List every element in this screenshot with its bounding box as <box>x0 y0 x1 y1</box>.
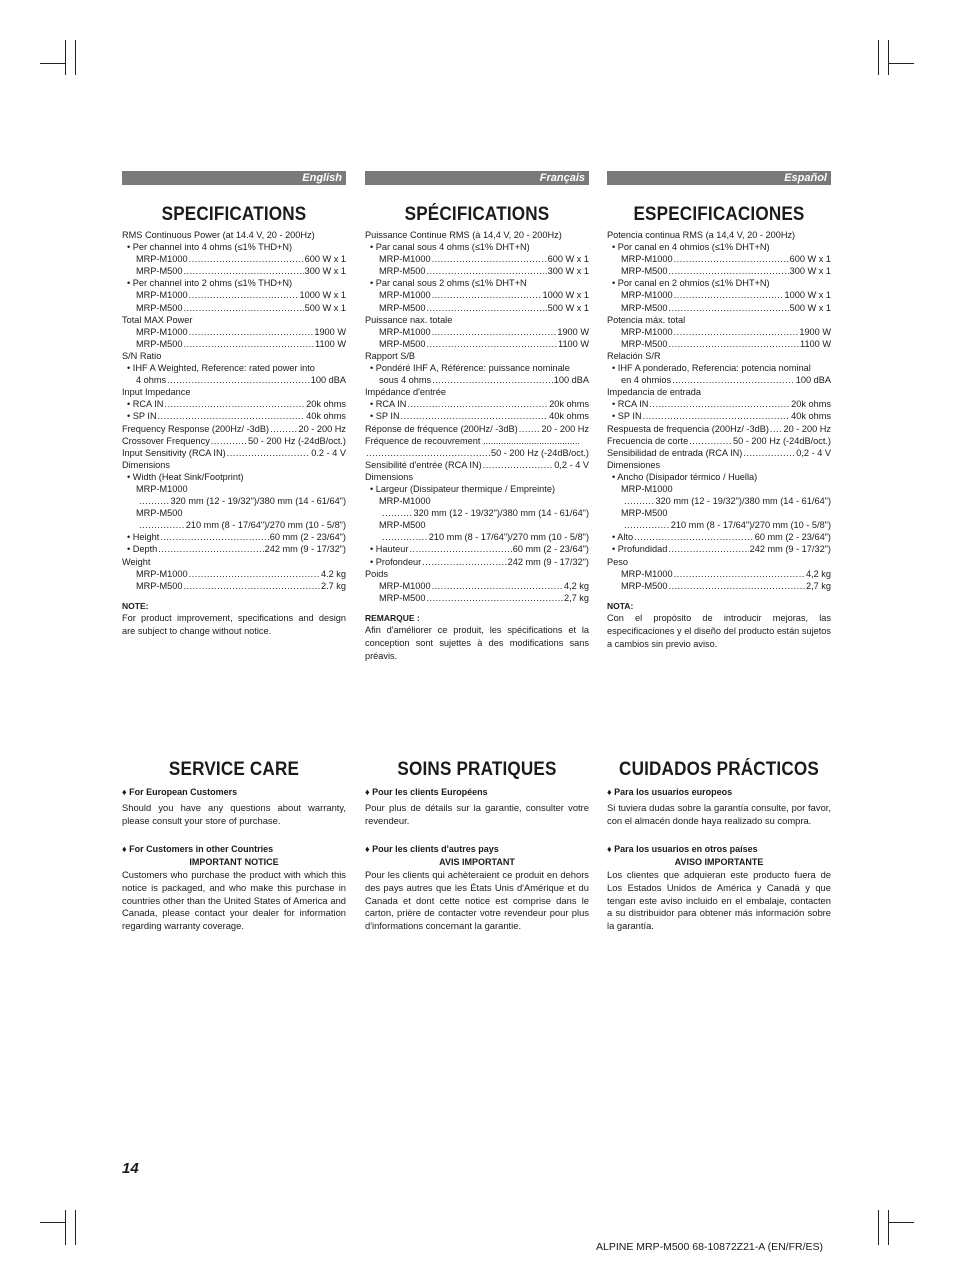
spec-label: MRP-M500 <box>379 266 426 277</box>
spec-label: MRP-M500 <box>136 338 183 349</box>
note-heading: NOTA: <box>607 600 634 611</box>
spec-value: 40k ohms <box>791 411 831 422</box>
leader-dots <box>167 374 310 386</box>
spec-row <box>122 531 346 543</box>
leader-dots <box>770 423 783 435</box>
spec-label: MRP-M500 <box>621 580 668 591</box>
leader-dots <box>432 580 563 592</box>
spec-value: 600 W x 1 <box>789 254 831 265</box>
spec-row <box>607 568 831 580</box>
spec-row <box>122 302 346 314</box>
spec-line: • Por canal en 2 ohmios (≤1% DHT+N) <box>612 278 770 289</box>
leader-dots <box>674 289 784 301</box>
spec-label: MRP-M500 <box>621 266 668 277</box>
spec-label: MRP-M1000 <box>136 290 188 301</box>
spec-label: MRP-M1000 <box>621 254 673 265</box>
spec-label: MRP-M1000 <box>621 568 673 579</box>
leader-dots <box>432 326 557 338</box>
service-text-european: Should you have any questions about warranty, please consult your store of purchase. <box>122 801 346 826</box>
spec-value: 100 dBA <box>553 375 589 386</box>
spec-line: S/N Ratio <box>122 350 162 361</box>
spec-value: 1000 W x 1 <box>784 290 831 301</box>
spec-value: 20 - 200 Hz <box>541 423 589 434</box>
service-text-european: Pour plus de détails sur la garantie, consulter votre revendeur. <box>365 801 589 826</box>
spec-value: 4,2 kg <box>805 568 831 579</box>
note-heading: NOTE: <box>122 600 149 611</box>
spec-label: • RCA IN <box>127 399 164 410</box>
spec-row <box>607 543 831 555</box>
spec-label: Frequency Response (200Hz/ -3dB) <box>122 423 270 434</box>
spec-value: 500 W x 1 <box>789 302 831 313</box>
spec-row <box>607 398 831 410</box>
spec-label: sous 4 ohms <box>379 375 432 386</box>
leader-dots <box>401 410 549 422</box>
spec-value: 600 W x 1 <box>304 254 346 265</box>
leader-dots <box>189 289 299 301</box>
service-care-title: SERVICE CARE <box>168 759 300 780</box>
spec-value: 320 mm (12 - 19/32")/380 mm (14 - 61/64") <box>170 496 346 507</box>
spec-label: • Profundidad <box>612 544 668 555</box>
spec-row <box>607 410 831 422</box>
spec-value: 20k ohms <box>549 399 589 410</box>
leader-dots <box>689 435 732 447</box>
spec-line: • Ancho (Disipador térmico / Huella) <box>612 471 758 482</box>
spec-line: MRP-M500 <box>621 508 668 519</box>
leader-dots <box>382 507 412 519</box>
leader-dots <box>139 495 169 507</box>
spec-line: • Pondéré IHF A, Référence: puissance nominale <box>370 363 570 374</box>
spec-label: MRP-M500 <box>379 302 426 313</box>
leader-dots <box>668 580 805 592</box>
spec-line: • Por canal en 4 ohmios (≤1% DHT+N) <box>612 242 770 253</box>
spec-value: 60 mm (2 - 23/64") <box>512 544 589 555</box>
spec-line: • Width (Heat Sink/Footprint) <box>127 471 244 482</box>
spec-label: Frecuencia de corte <box>607 435 689 446</box>
spec-label: Sensibilité d'entrée (RCA IN) <box>365 459 482 470</box>
spec-label: MRP-M1000 <box>136 254 188 265</box>
spec-value: 320 mm (12 - 19/32")/380 mm (14 - 61/64") <box>655 496 831 507</box>
spec-row <box>122 289 346 301</box>
spec-line: Potencia máx. total <box>607 314 686 325</box>
spec-value: 1100 W <box>558 338 589 349</box>
spec-label: 4 ohms <box>136 375 167 386</box>
spec-value: 20k ohms <box>306 399 346 410</box>
spec-label: Sensibilidad de entrada (RCA IN) <box>607 447 743 458</box>
spec-line: • Largeur (Dissipateur thermique / Empreinte) <box>370 483 556 494</box>
spec-row <box>365 398 589 410</box>
leader-dots <box>426 302 546 314</box>
leader-dots <box>160 531 268 543</box>
spec-value: 20 - 200 Hz <box>298 423 346 434</box>
spec-row <box>607 423 831 435</box>
spec-row <box>122 423 346 435</box>
leader-dots <box>668 302 788 314</box>
service-heading-other: ♦ Pour les clients d'autres pays <box>365 844 499 855</box>
spec-label: en 4 ohmios <box>621 375 672 386</box>
spec-value: 1900 W <box>557 326 589 337</box>
spec-row <box>122 568 346 580</box>
spec-value: 0.2 - 4 V <box>311 447 346 458</box>
spec-label: MRP-M500 <box>621 338 668 349</box>
leader-dots <box>366 447 490 459</box>
spec-line: Poids <box>365 568 388 579</box>
spec-label: • SP IN <box>612 411 642 422</box>
spec-label: MRP-M1000 <box>136 568 188 579</box>
service-heading-other: ♦ Para los usuarios en otros países <box>607 844 758 855</box>
service-heading-european: ♦ Pour les clients Européens <box>365 787 488 797</box>
spec-row <box>607 435 831 447</box>
spec-label: MRP-M500 <box>621 302 668 313</box>
leader-dots <box>409 543 511 555</box>
spec-row <box>607 531 831 543</box>
leader-dots <box>624 519 670 531</box>
spec-line: Dimensions <box>365 471 413 482</box>
spec-label: MRP-M1000 <box>379 290 431 301</box>
spec-row <box>365 265 589 277</box>
specifications-title: ESPECIFICACIONES <box>633 204 805 225</box>
spec-row <box>365 556 589 568</box>
leader-dots <box>672 374 795 386</box>
leader-dots <box>426 592 563 604</box>
leader-dots <box>432 289 542 301</box>
spec-row <box>365 531 589 543</box>
leader-dots <box>189 253 304 265</box>
service-care-title: SOINS PRATIQUES <box>397 759 557 780</box>
leader-dots <box>668 338 799 350</box>
spec-value: 210 mm (8 - 17/64")/270 mm (10 - 5/8") <box>670 520 831 531</box>
service-text-european: Si tuviera dudas sobre la garantía consulte, por favor, con el almacén donde haya realizado su compra. <box>607 801 831 826</box>
important-notice-label: IMPORTANT NOTICE <box>189 857 279 868</box>
leader-dots <box>426 338 557 350</box>
spec-row <box>365 459 589 471</box>
spec-value: 20 - 200 Hz <box>783 423 831 434</box>
spec-value: 20k ohms <box>791 399 831 410</box>
spec-value: 60 mm (2 - 23/64") <box>269 532 346 543</box>
spec-value: 300 W x 1 <box>547 266 589 277</box>
spec-line: MRP-M500 <box>379 520 426 531</box>
language-tab-english: English <box>122 171 346 185</box>
leader-dots <box>270 423 297 435</box>
spec-row <box>122 338 346 350</box>
spec-line: Impédance d'entrée <box>365 387 446 398</box>
spec-line: MRP-M500 <box>136 508 183 519</box>
spec-row <box>607 326 831 338</box>
page-number: 14 <box>122 1160 139 1177</box>
service-heading-european: ♦ For European Customers <box>122 787 238 797</box>
spec-label: MRP-M500 <box>136 266 183 277</box>
spec-value: 1000 W x 1 <box>542 290 589 301</box>
spec-row <box>365 543 589 555</box>
spec-value: 210 mm (8 - 17/64")/270 mm (10 - 5/8") <box>428 532 589 543</box>
leader-dots <box>164 398 305 410</box>
leader-dots <box>183 338 314 350</box>
leader-dots <box>183 580 320 592</box>
spec-row <box>365 338 589 350</box>
spec-value: 0,2 - 4 V <box>554 459 589 470</box>
spec-value: 2.7 kg <box>320 580 346 591</box>
specifications-list <box>365 229 589 662</box>
spec-value: 50 - 200 Hz (-24dB/oct.) <box>490 447 589 458</box>
note-text: Afin d'améliorer ce produit, les spécifications et la conception sont sujettes à des modifications sans préavis. <box>365 625 589 661</box>
spec-label: MRP-M1000 <box>379 580 431 591</box>
spec-value: 4.2 kg <box>320 568 346 579</box>
spec-row <box>607 302 831 314</box>
leader-dots <box>483 459 554 471</box>
spec-line: MRP-M1000 <box>379 496 431 507</box>
spec-value: 210 mm (8 - 17/64")/270 mm (10 - 5/8") <box>185 520 346 531</box>
spec-line: • IHF A Weighted, Reference: rated power into <box>127 363 315 374</box>
spec-label: MRP-M1000 <box>621 326 673 337</box>
spec-row <box>607 265 831 277</box>
spec-row <box>122 519 346 531</box>
spec-line: Fréquence de recouvrement ...................................... <box>365 435 580 446</box>
spec-line: Input Impedance <box>122 387 191 398</box>
leader-dots <box>189 326 314 338</box>
spec-row <box>365 507 589 519</box>
spec-row <box>365 580 589 592</box>
spec-row <box>122 265 346 277</box>
spec-label: • SP IN <box>370 411 400 422</box>
spec-line: RMS Continuous Power (at 14.4 V, 20 - 200Hz) <box>122 230 315 240</box>
spec-line: • Per channel into 4 ohms (≤1% THD+N) <box>127 242 293 253</box>
spec-row <box>122 253 346 265</box>
leader-dots <box>158 543 263 555</box>
spec-row <box>122 398 346 410</box>
spec-label: MRP-M500 <box>379 592 426 603</box>
leader-dots <box>432 253 547 265</box>
spec-line: • IHF A ponderado, Referencia: potencia nominal <box>612 363 811 374</box>
leader-dots <box>674 568 805 580</box>
language-tab-espanol: Español <box>607 171 831 185</box>
spec-value: 50 - 200 Hz (-24dB/oct.) <box>247 435 346 446</box>
spec-value: 500 W x 1 <box>304 302 346 313</box>
leader-dots <box>643 410 791 422</box>
spec-row <box>607 519 831 531</box>
important-notice-label: AVISO IMPORTANTE <box>674 857 764 868</box>
spec-line: Total MAX Power <box>122 314 193 325</box>
spec-value: 600 W x 1 <box>547 254 589 265</box>
spec-line: Dimensiones <box>607 459 661 470</box>
spec-row <box>365 302 589 314</box>
leader-dots <box>183 302 303 314</box>
spec-value: 242 mm (9 - 17/32") <box>507 556 589 567</box>
spec-line: MRP-M1000 <box>621 483 673 494</box>
leader-dots <box>674 253 789 265</box>
spec-label: MRP-M1000 <box>621 290 673 301</box>
spec-row <box>607 495 831 507</box>
spec-label: • SP IN <box>127 411 157 422</box>
leader-dots <box>668 543 748 555</box>
spec-value: 1100 W <box>315 338 346 349</box>
spec-row <box>122 447 346 459</box>
spec-value: 500 W x 1 <box>547 302 589 313</box>
language-tab-francais: Français <box>365 171 589 185</box>
spec-value: 300 W x 1 <box>304 266 346 277</box>
leader-dots <box>519 423 541 435</box>
spec-row <box>122 495 346 507</box>
spec-label: MRP-M500 <box>136 580 183 591</box>
leader-dots <box>426 265 546 277</box>
note-heading: REMARQUE : <box>365 612 420 623</box>
spec-value: 40k ohms <box>549 411 589 422</box>
spec-line: Puissance Continue RMS (à 14,4 V, 20 - 200Hz) <box>365 230 562 240</box>
spec-line: Relación S/R <box>607 350 661 361</box>
leader-dots <box>183 265 303 277</box>
spec-value: 320 mm (12 - 19/32")/380 mm (14 - 61/64") <box>413 508 589 519</box>
spec-label: Crossover Frequency <box>122 435 210 446</box>
service-text-other: Pour les clients qui achèteraient ce produit en dehors des pays autres que les États Unis d'Amérique et du Canada et dont cette notice est comprise dans le carton, prière de contacter votre revendeur pour plus d'informations concernant la garantie. <box>365 868 589 932</box>
spec-value: 1900 W <box>799 326 831 337</box>
leader-dots <box>634 531 754 543</box>
spec-row <box>122 374 346 386</box>
spec-label: Réponse de fréquence (200Hz/ -3dB) <box>365 423 518 434</box>
note-text: For product improvement, specifications and design are subject to change without notice. <box>122 612 346 636</box>
spec-line: Impedancia de entrada <box>607 387 701 398</box>
spec-row <box>607 447 831 459</box>
service-care-section <box>607 786 831 933</box>
spec-value: 100 dBA <box>795 375 831 386</box>
spec-row <box>365 592 589 604</box>
spec-row <box>365 253 589 265</box>
spec-value: 60 mm (2 - 23/64") <box>754 532 831 543</box>
spec-label: MRP-M1000 <box>379 254 431 265</box>
spec-line: MRP-M1000 <box>136 483 188 494</box>
spec-label: • Height <box>127 532 160 543</box>
spec-line: Dimensions <box>122 459 170 470</box>
spec-value: 1000 W x 1 <box>299 290 346 301</box>
spec-line: Puissance nax. totale <box>365 314 453 325</box>
spec-row <box>607 253 831 265</box>
spec-label: MRP-M1000 <box>379 326 431 337</box>
spec-label: • RCA IN <box>612 399 649 410</box>
leader-dots <box>211 435 247 447</box>
spec-value: 242 mm (9 - 17/32") <box>749 544 831 555</box>
leader-dots <box>432 374 553 386</box>
spec-row <box>607 580 831 592</box>
spec-value: 1100 W <box>800 338 831 349</box>
leader-dots <box>227 447 311 459</box>
spec-value: 0,2 - 4 V <box>796 447 831 458</box>
spec-line: • Par canal sous 2 ohms (≤1% DHT+N <box>370 278 527 289</box>
spec-value: 40k ohms <box>306 411 346 422</box>
leader-dots <box>139 519 185 531</box>
specifications-title: SPECIFICATIONS <box>161 204 307 225</box>
service-text-other: Customers who purchase the product with which this notice is packaged, and who make this purchase in countries other than the United States of America and Canada, please contact your dealer for information regarding warranty coverage. <box>122 868 346 932</box>
spec-row <box>365 374 589 386</box>
spec-label: MRP-M500 <box>136 302 183 313</box>
spec-row <box>365 410 589 422</box>
specifications-list <box>607 229 831 650</box>
leader-dots <box>668 265 788 277</box>
spec-row <box>607 289 831 301</box>
spec-label: • Depth <box>127 544 158 555</box>
spec-value: 1900 W <box>314 326 346 337</box>
service-text-other: Los clientes que adquieran este producto fuera de Los Estados Unidos de América y Canadá y que tengan este aviso incluido en el embalaje, contacten a su distribuidor para obtener más información sobre la garantía. <box>607 868 831 932</box>
spec-value: 242 mm (9 - 17/32") <box>264 544 346 555</box>
spec-value: 4,2 kg <box>563 580 589 591</box>
spec-value: 100 dBA <box>310 375 346 386</box>
spec-label: • Profondeur <box>370 556 422 567</box>
spec-line: Potencia continua RMS (a 14,4 V, 20 - 200Hz) <box>607 230 796 240</box>
spec-line: • Par canal sous 4 ohms (≤1% DHT+N) <box>370 242 530 253</box>
leader-dots <box>407 398 548 410</box>
spec-label: Respuesta de frequencia (200Hz/ -3dB) <box>607 423 769 434</box>
spec-row <box>365 423 589 435</box>
spec-row <box>122 410 346 422</box>
spec-row <box>122 326 346 338</box>
spec-label: Input Sensitivity (RCA IN) <box>122 447 226 458</box>
service-care-title: CUIDADOS PRÁCTICOS <box>619 759 819 780</box>
spec-value: 300 W x 1 <box>789 266 831 277</box>
leader-dots <box>649 398 790 410</box>
note-text: Con el propósito de introducir mejoras, las especificaciones y el diseño del producto están sujetos a cambios sin previo aviso. <box>607 612 831 649</box>
specifications-title: SPÉCIFICATIONS <box>404 204 550 225</box>
leader-dots <box>624 495 654 507</box>
spec-label: • RCA IN <box>370 399 407 410</box>
service-care-section <box>122 786 346 933</box>
spec-row <box>122 543 346 555</box>
footer-model-code: ALPINE MRP-M500 68-10872Z21-A (EN/FR/ES) <box>596 1241 824 1253</box>
spec-row <box>122 435 346 447</box>
specifications-list <box>122 229 346 638</box>
spec-label: • Hauteur <box>370 544 409 555</box>
spec-row <box>607 374 831 386</box>
leader-dots <box>743 447 795 459</box>
spec-line: Rapport S/B <box>365 350 416 361</box>
service-heading-european: ♦ Para los usuarios europeos <box>607 787 733 797</box>
leader-dots <box>189 568 320 580</box>
spec-value: 2,7 kg <box>563 592 589 603</box>
service-care-section <box>365 786 589 933</box>
spec-label: MRP-M1000 <box>136 326 188 337</box>
spec-row <box>365 447 589 459</box>
leader-dots <box>422 556 506 568</box>
spec-label: MRP-M500 <box>379 338 426 349</box>
spec-row <box>365 326 589 338</box>
service-heading-other: ♦ For Customers in other Countries <box>122 844 274 855</box>
spec-line: Peso <box>607 556 628 567</box>
leader-dots <box>382 531 428 543</box>
spec-row <box>122 580 346 592</box>
spec-line: • Per channel into 2 ohms (≤1% THD+N) <box>127 278 293 289</box>
spec-value: 2,7 kg <box>805 580 831 591</box>
leader-dots <box>674 326 799 338</box>
important-notice-label: AVIS IMPORTANT <box>439 857 515 868</box>
spec-row <box>365 289 589 301</box>
leader-dots <box>158 410 306 422</box>
spec-row <box>607 338 831 350</box>
spec-value: 50 - 200 Hz (-24dB/oct.) <box>732 435 831 446</box>
spec-label: • Alto <box>612 532 634 543</box>
spec-line: Weight <box>122 556 151 567</box>
